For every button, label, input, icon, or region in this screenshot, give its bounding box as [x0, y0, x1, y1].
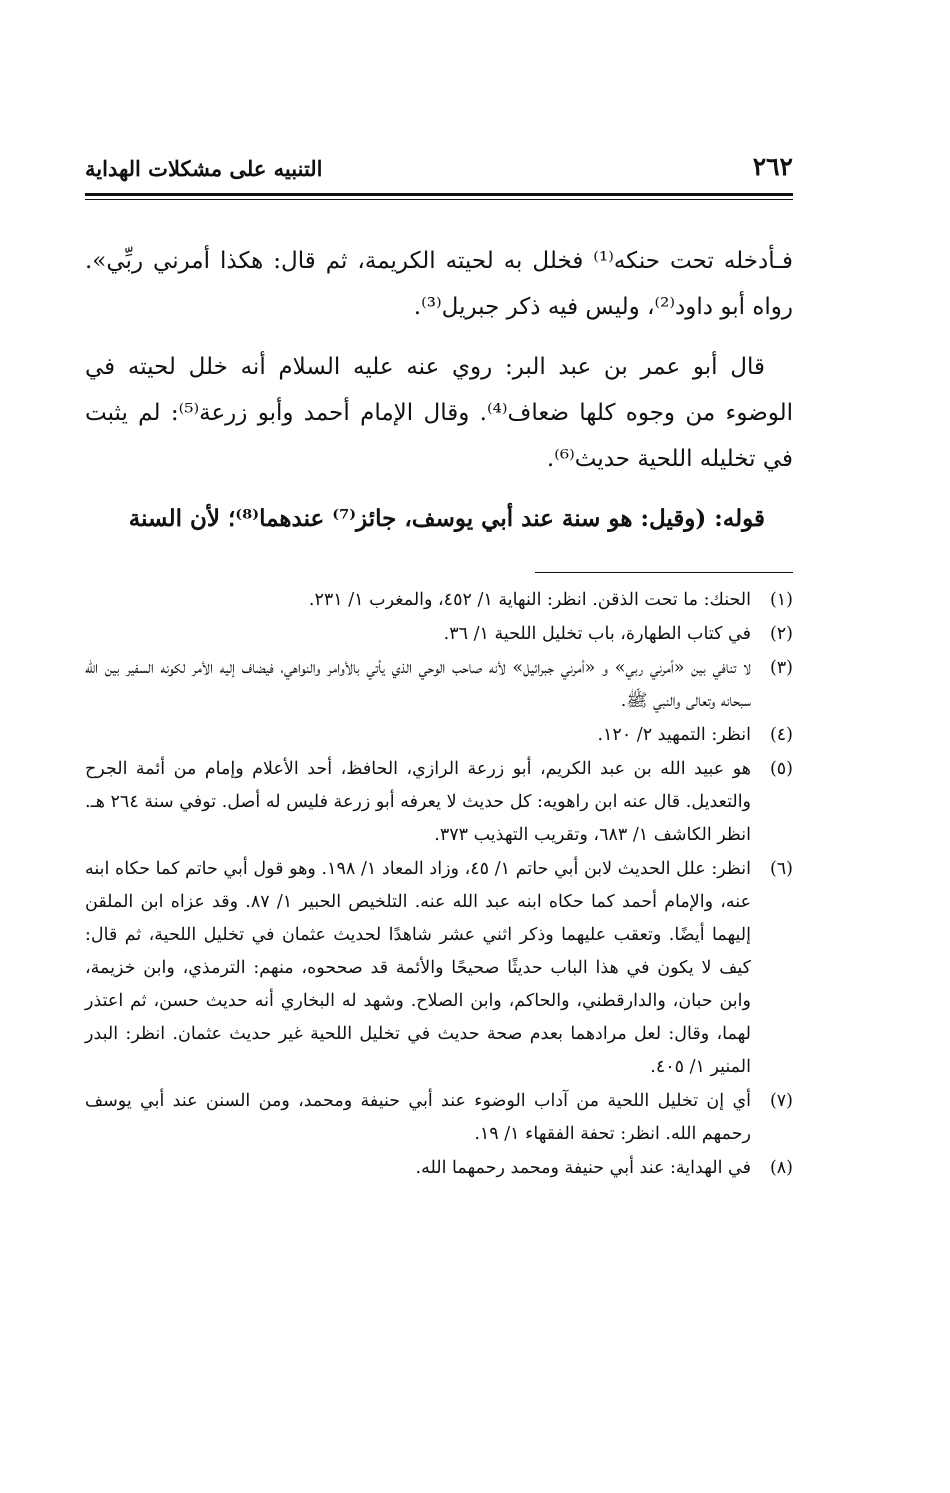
- footnote-number: (٦): [769, 859, 793, 879]
- footnote-text: في الهداية: عند أبي حنيفة ومحمد رحمهما الله.: [415, 1158, 751, 1178]
- footnote: [85, 652, 793, 718]
- footnote: [85, 1152, 793, 1185]
- footnote-separator: [535, 572, 793, 573]
- footnote-number: (٧): [769, 1091, 793, 1111]
- footnote-text: انظر: التمهيد ٢/ ١٢٠.: [597, 725, 751, 745]
- footnote-number: (٣): [769, 658, 793, 678]
- footnote-number: (٤): [769, 725, 793, 745]
- page-header: [85, 150, 793, 186]
- footnote: [85, 753, 793, 852]
- footnote-text: لا تنافي بين «أمرني ربي» و «أمرني جبرائيل» لأنه صاحب الوحي الذي يأتي بالأوامر والنواهي، فيضاف إليه الأمر لكونه السفير بين الله سبحانه وتعالى والنبي ﷺ.: [85, 658, 751, 711]
- footnote-number: (٨): [769, 1158, 793, 1178]
- main-text: [85, 238, 793, 542]
- paragraph-1: فـأدخله تحت حنكه⁽¹⁾ فخلل به لحيته الكريمة، ثم قال: هكذا أمرني ربِّي». رواه أبو داود⁽²⁾، وليس فيه ذكر جبريل⁽³⁾.: [85, 248, 793, 320]
- paragraph-3: قوله: (وقيل: هو سنة عند أبي يوسف، جائز⁽⁷⁾ عندهما⁽⁸⁾؛ لأن السنة: [128, 505, 765, 532]
- footnotes: [85, 584, 793, 1185]
- footnote: [85, 853, 793, 1084]
- footnote: [85, 584, 793, 617]
- header-rule-thin: [85, 199, 793, 200]
- footnote: [85, 1085, 793, 1151]
- footnote-number: (٢): [769, 624, 793, 644]
- footnote-text: أي إن تخليل اللحية من آداب الوضوء عند أبي حنيفة ومحمد، ومن السنن عند أبي يوسف رحمهم الله. انظر: تحفة الفقهاء ١/ ١٩.: [85, 1091, 751, 1144]
- footnote-text: انظر: علل الحديث لابن أبي حاتم ١/ ٤٥، وزاد المعاد ١/ ١٩٨. وهو قول أبي حاتم كما حكاه ابنه عنه، والإمام أحمد كما حكاه ابنه عبد الله عنه. التلخيص الحبير ١/ ٨٧. وقد عزاه ابن الملقن إليهما أيضًا. وتعقب عليهما وذكر اثني عشر شاهدًا لحديث عثمان في تخليل اللحية، ثم قال: كيف لا يكون في هذا الباب حديثًا صحيحًا والأئمة قد صححوه، منهم: الترمذي، وابن خزيمة، وابن حبان، والدارقطني، والحاكم، وابن الصلاح. وشهد له البخاري أنه حديث حسن، ثم اعتذر لهما، وقال: لعل مرادهما بعدم صحة حديث في تخليل اللحية غير حديث عثمان. انظر: البدر المنير ١/ ٤٠٥.: [85, 859, 752, 1077]
- footnote-text: هو عبيد الله بن عبد الكريم، أبو زرعة الرازي، الحافظ، أحد الأعلام وإمام من أئمة الجرح والتعديل. قال عنه ابن راهويه: كل حديث لا يعرفه أبو زرعة فليس له أصل. توفي سنة ٢٦٤ هـ. انظر الكاشف ١/ ٦٨٣، وتقريب التهذيب ٣٧٣.: [85, 759, 752, 845]
- footnote: [85, 719, 793, 752]
- footnote-number: (١): [769, 590, 793, 610]
- footnote-text: في كتاب الطهارة، باب تخليل اللحية ١/ ٣٦.: [443, 624, 751, 644]
- paragraph-2: قال أبو عمر بن عبد البر: روي عنه عليه السلام أنه خلل لحيته في الوضوء من وجوه كلها ضعاف⁽⁴⁾. وقال الإمام أحمد وأبو زرعة⁽⁵⁾: لم يثبت في تخليله اللحية حديث⁽⁶⁾.: [85, 354, 794, 472]
- running-title: التنبيه على مشكلات الهداية: [85, 156, 323, 181]
- page-number: ٢٦٢: [752, 152, 793, 181]
- footnote-text: الحنك: ما تحت الذقن. انظر: النهاية ١/ ٤٥٢، والمغرب ١/ ٢٣١.: [308, 590, 751, 610]
- footnote-number: (٥): [769, 759, 793, 779]
- header-rule-thick: [85, 193, 793, 196]
- footnote: [85, 618, 793, 651]
